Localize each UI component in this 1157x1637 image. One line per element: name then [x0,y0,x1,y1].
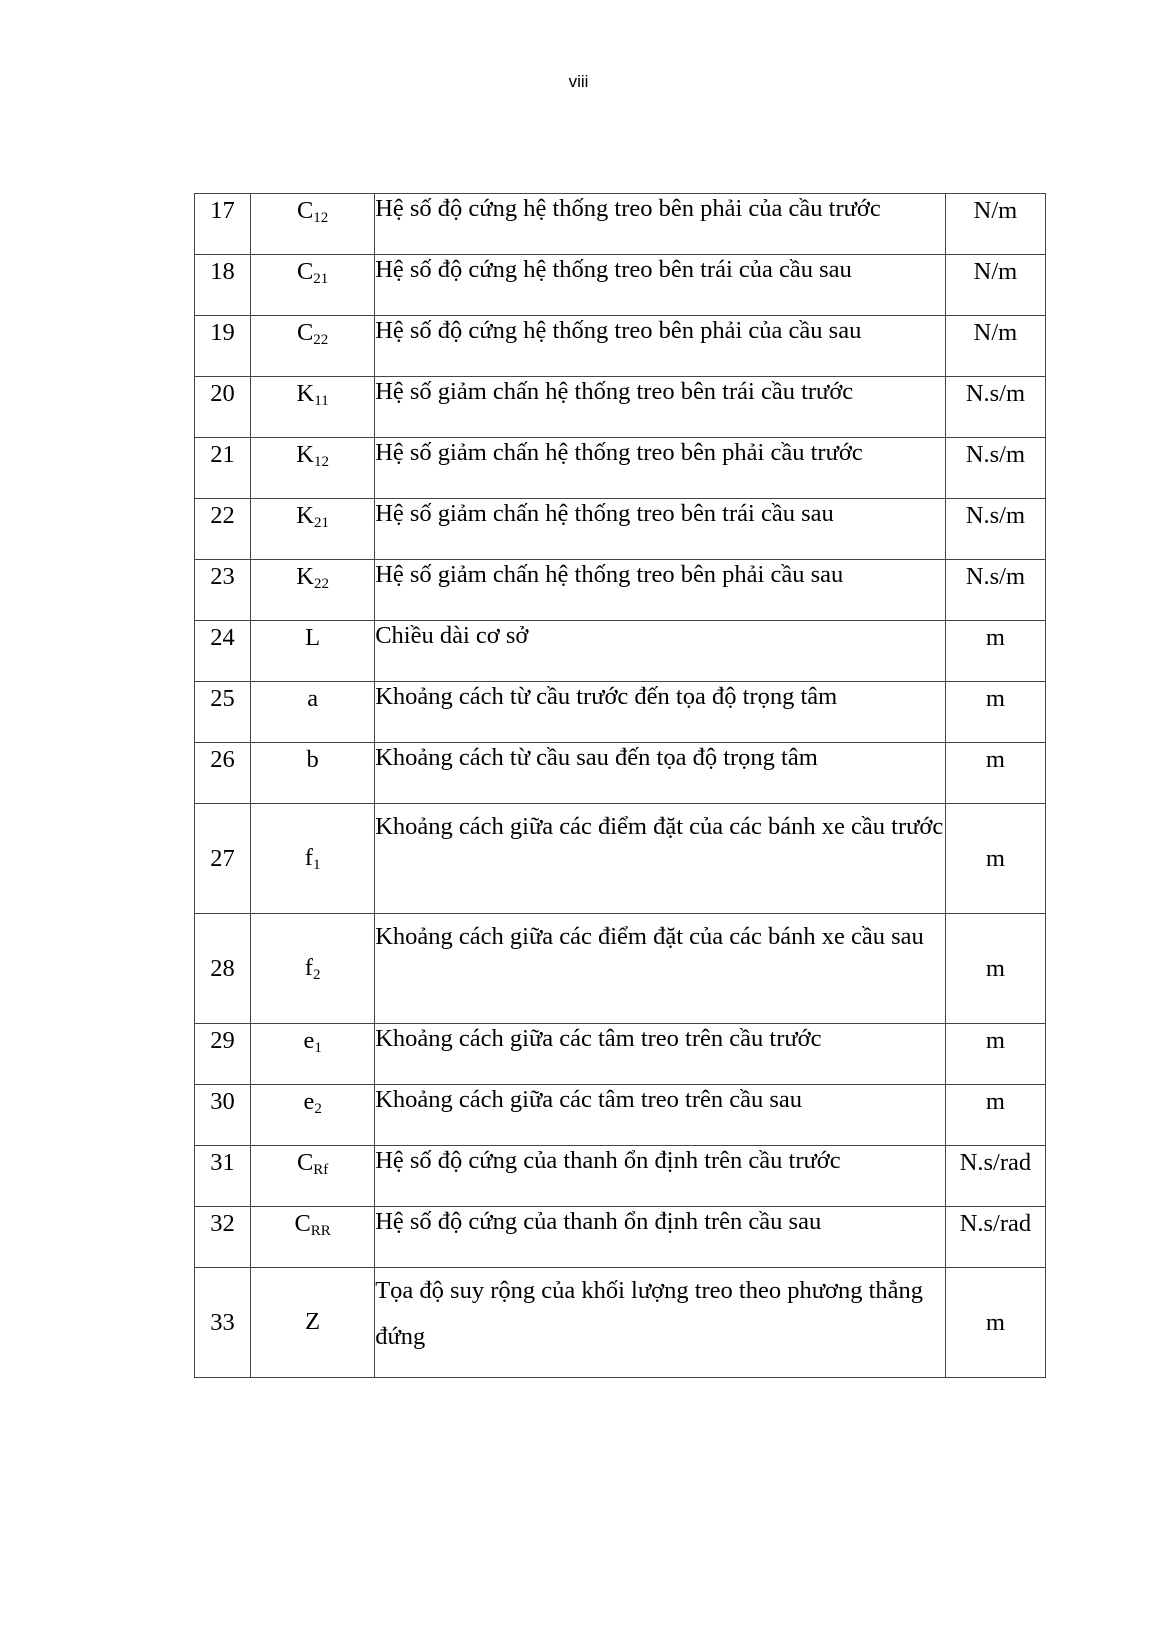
row-number: 20 [195,377,251,438]
unit: m [945,1024,1045,1085]
symbol-subscript: 1 [314,1040,322,1056]
symbol-subscript: 2 [312,966,321,983]
symbol-subscript: 1 [312,856,321,873]
symbol-cell [251,1085,375,1146]
symbol: e [303,1088,315,1115]
row-number: 30 [195,1085,251,1146]
symbol: K [296,502,314,529]
table-row [195,560,1046,621]
unit: m [945,682,1045,743]
table-row [195,1268,1046,1378]
symbol-subscript: 21 [313,515,329,531]
unit: m [945,743,1045,804]
symbol-subscript: RR [310,1223,331,1239]
table-row [195,316,1046,377]
symbol: Z [305,1307,321,1335]
symbols-table [194,193,1046,1378]
unit: N.s/m [945,438,1045,499]
symbol: L [305,624,321,651]
row-number: 21 [195,438,251,499]
unit: N.s/m [945,560,1045,621]
description: Khoảng cách từ cầu sau đến tọa độ trọng tâm [375,743,946,804]
symbol: C [294,1210,311,1237]
symbol: f [304,843,313,871]
symbol-cell [251,1146,375,1207]
row-number: 33 [195,1268,251,1378]
symbol: C [296,258,314,285]
symbol-subscript: 22 [313,576,329,592]
symbol: f [304,953,313,981]
unit: m [945,1085,1045,1146]
row-number: 32 [195,1207,251,1268]
symbol: C [296,197,314,224]
symbol-cell [251,194,375,255]
table-row [195,499,1046,560]
symbol-subscript: 12 [313,454,329,470]
symbol-cell [251,1268,375,1378]
table-row [195,377,1046,438]
description: Khoảng cách giữa các tâm treo trên cầu trước [375,1024,946,1085]
table-row [195,1146,1046,1207]
description: Chiều dài cơ sở [375,621,946,682]
table-row [195,1024,1046,1085]
symbol: K [296,563,314,590]
symbol: C [296,1149,314,1176]
symbol: e [303,1027,315,1054]
symbol-cell [251,621,375,682]
symbol: K [296,441,314,468]
table-row [195,621,1046,682]
symbol: K [296,380,315,407]
unit: N.s/m [945,499,1045,560]
table-row [195,804,1046,914]
row-number: 24 [195,621,251,682]
description: Hệ số giảm chấn hệ thống treo bên phải cầu trước [375,438,946,499]
table-row [195,743,1046,804]
symbol-cell [251,1207,375,1268]
symbol-subscript: 12 [313,210,329,226]
symbol-subscript: 22 [313,332,329,348]
table-row [195,1207,1046,1268]
unit: m [945,914,1045,1024]
description: Khoảng cách giữa các tâm treo trên cầu sau [375,1085,946,1146]
table-row [195,1085,1046,1146]
symbol-cell [251,914,375,1024]
row-number: 28 [195,914,251,1024]
table-row [195,914,1046,1024]
unit: N.s/rad [945,1146,1045,1207]
table-row [195,682,1046,743]
table-row [195,438,1046,499]
symbol-cell [251,682,375,743]
unit: N.s/rad [945,1207,1045,1268]
symbol-cell [251,560,375,621]
unit: m [945,804,1045,914]
symbol-cell [251,743,375,804]
row-number: 19 [195,316,251,377]
symbol-subscript: 21 [313,271,329,287]
symbol-cell [251,377,375,438]
row-number: 31 [195,1146,251,1207]
symbol: b [306,746,319,773]
description: Hệ số độ cứng hệ thống treo bên trái của cầu sau [375,255,946,316]
row-number: 27 [195,804,251,914]
description: Hệ số giảm chấn hệ thống treo bên phải cầu sau [375,560,946,621]
row-number: 23 [195,560,251,621]
row-number: 22 [195,499,251,560]
symbol-cell [251,255,375,316]
symbol-subscript: 11 [314,393,329,409]
unit: N.s/m [945,377,1045,438]
unit: m [945,621,1045,682]
table-row [195,255,1046,316]
description: Hệ số giảm chấn hệ thống treo bên trái cầu sau [375,499,946,560]
unit: N/m [945,194,1045,255]
description: Hệ số độ cứng hệ thống treo bên phải của cầu sau [375,316,946,377]
symbol-cell [251,1024,375,1085]
page-number: viii [568,72,589,91]
description: Hệ số độ cứng hệ thống treo bên phải của cầu trước [375,194,946,255]
description: Khoảng cách giữa các điểm đặt của các bánh xe cầu sau [375,914,946,1024]
unit: N/m [945,255,1045,316]
symbol: C [296,319,314,346]
symbol-subscript: Rf [313,1162,329,1178]
unit: m [945,1268,1045,1378]
description: Hệ số giảm chấn hệ thống treo bên trái cầu trước [375,377,946,438]
symbol-cell [251,804,375,914]
description: Hệ số độ cứng của thanh ổn định trên cầu sau [375,1207,946,1268]
table-row [195,194,1046,255]
symbol-cell [251,438,375,499]
row-number: 17 [195,194,251,255]
symbol-cell [251,316,375,377]
row-number: 18 [195,255,251,316]
description: Hệ số độ cứng của thanh ổn định trên cầu trước [375,1146,946,1207]
symbol-subscript: 2 [314,1101,322,1117]
unit: N/m [945,316,1045,377]
row-number: 29 [195,1024,251,1085]
description: Tọa độ suy rộng của khối lượng treo theo phương thẳng đứng [375,1268,946,1378]
description: Khoảng cách từ cầu trước đến tọa độ trọng tâm [375,682,946,743]
symbol-cell [251,499,375,560]
description: Khoảng cách giữa các điểm đặt của các bánh xe cầu trước [375,804,946,914]
row-number: 26 [195,743,251,804]
row-number: 25 [195,682,251,743]
symbol: a [307,685,319,712]
